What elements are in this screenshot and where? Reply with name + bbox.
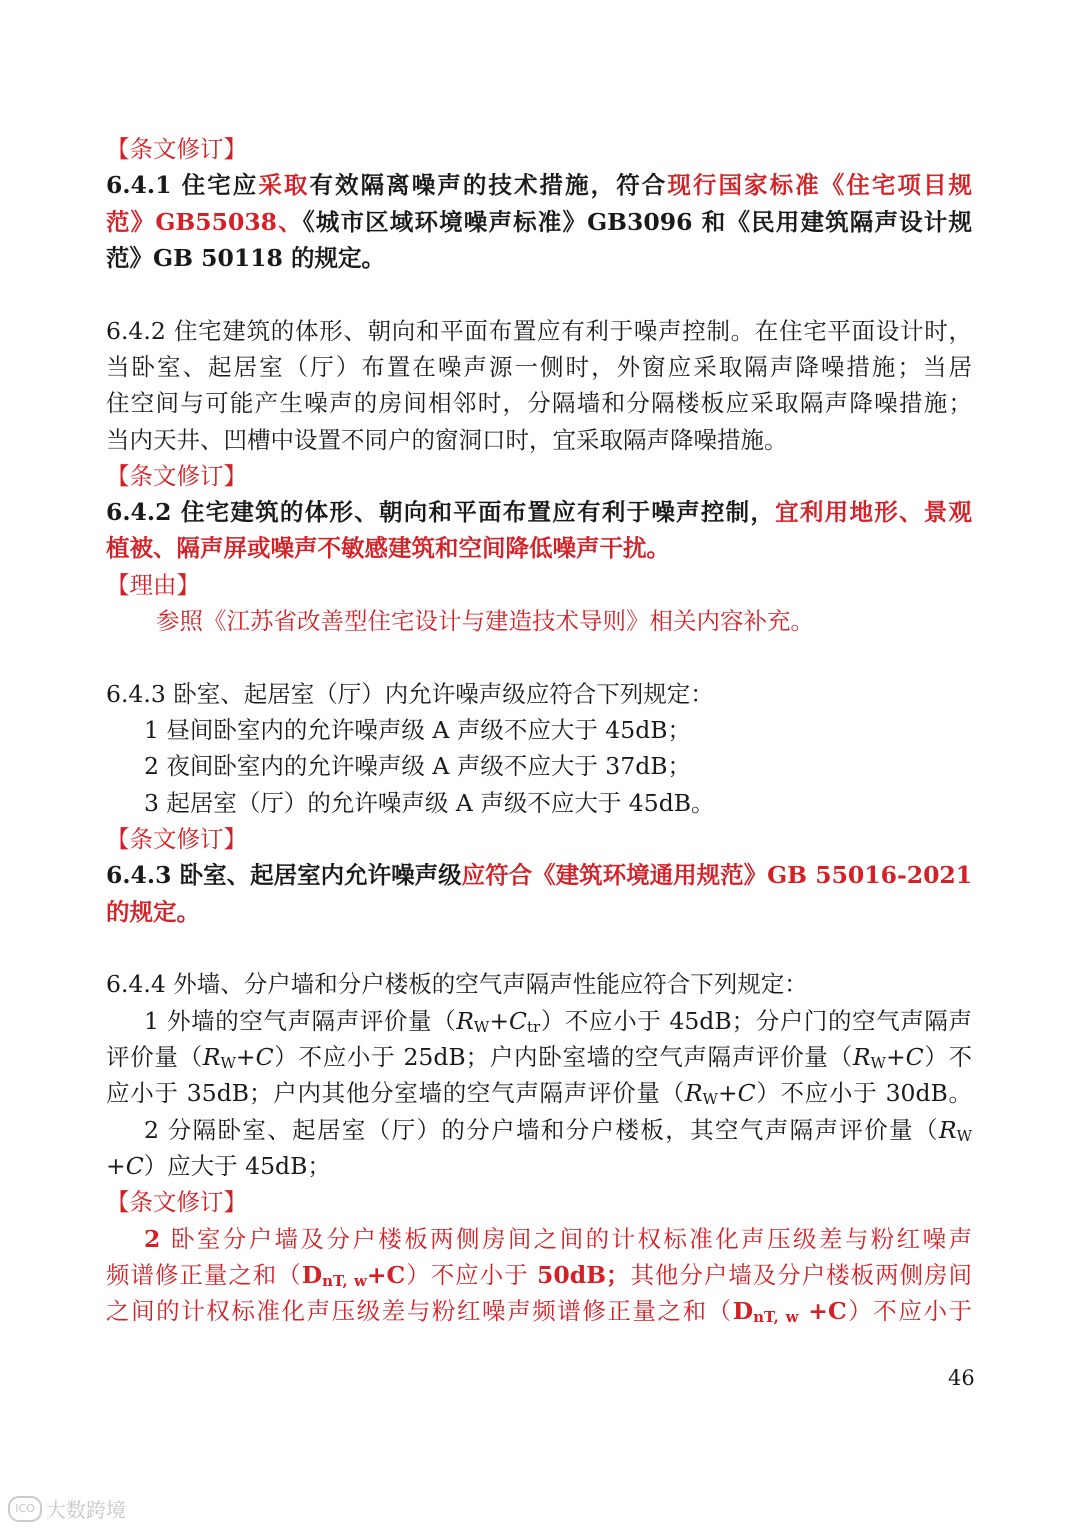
clause-section: [106, 131, 972, 276]
revised-text: 【条文修订】: [106, 825, 247, 854]
text-span: 《城市区域环境噪声标准》GB3096 和《民用建筑隔声设计规: [302, 207, 972, 236]
clause-section: [106, 313, 972, 640]
revised-text: +C: [366, 1260, 406, 1289]
revised-text: 宜利用地形、景观: [775, 498, 972, 527]
text-line: [106, 894, 972, 930]
text-span: ）不应小于 25dB；户内卧室墙的空气声隔声评价量（: [273, 1043, 853, 1072]
text-span: 2 分隔卧室、起居室（厅）的分户墙和分户楼板，其空气声隔声评价量（: [144, 1115, 939, 1144]
text-span: R: [684, 1079, 703, 1108]
revised-text: 【条文修订】: [106, 1188, 247, 1217]
text-line: [106, 1003, 972, 1039]
text-line: [106, 204, 972, 240]
clause-section: [106, 966, 972, 1329]
revised-text: 植被、隔声屏或噪声不敏感建筑和空间降低噪声干扰。: [106, 534, 670, 563]
text-line: [106, 1148, 972, 1184]
text-span: C: [905, 1043, 924, 1072]
text-span: ）不应小于 45dB；分户门的空气声隔声: [540, 1006, 973, 1035]
revised-text: 频谱修正量之和（: [106, 1260, 302, 1289]
text-line: [106, 530, 972, 566]
text-span: ）应大于 45dB；: [143, 1151, 331, 1180]
text-line: [106, 167, 972, 203]
text-line: [106, 458, 972, 494]
revised-text: 50dB；: [537, 1260, 630, 1289]
text-span: +: [885, 1043, 906, 1072]
text-line: [106, 676, 972, 712]
text-line: [106, 1257, 972, 1293]
document-body: [106, 131, 972, 1366]
text-span: 1 昼间卧室内的允许噪声级 A 声级不应大于 45dB；: [144, 716, 692, 745]
text-line: [106, 603, 972, 639]
text-span: W: [870, 1054, 886, 1073]
text-line: [106, 349, 972, 385]
watermark-text: 大数跨境: [46, 1498, 126, 1522]
text-span: W: [956, 1126, 972, 1145]
text-span: C: [125, 1151, 144, 1180]
text-line: [106, 712, 972, 748]
text-span: +: [717, 1079, 738, 1108]
text-span: 有效隔离噪声的技术措施，符合: [309, 171, 668, 200]
text-line: [106, 857, 972, 893]
text-span: 2 夜间卧室内的允许噪声级 A 声级不应大于 37dB；: [144, 752, 692, 781]
text-line: [106, 422, 972, 458]
text-span: R: [938, 1115, 957, 1144]
text-line: [106, 748, 972, 784]
revised-text: ）不应小于: [846, 1297, 973, 1326]
revised-text: 2: [144, 1224, 171, 1253]
text-line: [106, 385, 972, 421]
text-span: 评价量（: [106, 1043, 203, 1072]
text-span: 当卧室、起居室（厅）布置在噪声源一侧时，外窗应采取隔声降噪措施；当居: [106, 352, 972, 381]
revised-text: 【条文修订】: [106, 135, 247, 163]
text-line: [106, 494, 972, 530]
revised-text: +C: [798, 1297, 847, 1326]
revised-text: ）不应小于: [405, 1260, 537, 1289]
revised-text: nT, w: [753, 1308, 799, 1327]
text-span: C: [509, 1006, 528, 1035]
text-span: 3 起居室（厅）的允许噪声级 A 声级不应大于 45dB。: [144, 788, 715, 817]
text-span: R: [456, 1006, 474, 1035]
text-span: W: [702, 1090, 718, 1109]
text-line: [106, 1075, 972, 1111]
text-span: +: [235, 1043, 256, 1072]
text-line: [106, 1293, 972, 1329]
text-span: 住宅应: [181, 171, 259, 200]
revised-text: 之间的计权标准化声压级差与粉红噪声频谱修正量之和（: [106, 1297, 733, 1326]
revised-text: 现行国家标准《住宅项目规: [667, 171, 973, 200]
revised-text: 参照《江苏省改善型住宅设计与建造技术导则》相关内容补充。: [156, 607, 814, 636]
revised-text: 范》GB55038、: [106, 207, 303, 236]
text-line: [106, 567, 972, 603]
revised-text: D: [301, 1260, 323, 1289]
text-span: 6.4.1: [106, 171, 182, 200]
text-span: W: [220, 1054, 236, 1073]
text-line: [106, 966, 972, 1002]
text-span: 6.4.3 卧室、起居室内允许噪声级: [106, 861, 462, 890]
text-span: 当内天井、凹槽中设置不同户的窗洞口时，宜采取隔声降噪措施。: [106, 425, 788, 454]
revised-text: 的规定。: [106, 897, 200, 926]
text-line: [106, 821, 972, 857]
text-span: +: [489, 1006, 510, 1035]
text-span: 6.4.2 住宅建筑的体形、朝向和平面布置应有利于噪声控制。在住宅平面设计时，: [106, 316, 972, 345]
text-span: ）不应小于 30dB。: [755, 1079, 973, 1108]
revised-text: 【理由】: [106, 570, 200, 599]
text-line: [106, 1184, 972, 1220]
text-span: 6.4.4 外墙、分户墙和分户楼板的空气声隔声性能应符合下列规定：: [106, 970, 808, 999]
text-span: 6.4.2 住宅建筑的体形、朝向和平面布置应有利于噪声控制，: [106, 498, 776, 527]
text-line: [106, 1112, 972, 1148]
text-line: [106, 1221, 972, 1257]
text-span: C: [737, 1079, 756, 1108]
revised-text: 采取: [258, 171, 310, 200]
text-line: [106, 131, 972, 167]
revised-text: 卧室分户墙及分户楼板两侧房间之间的计权标准化声压级差与粉红噪声: [170, 1224, 972, 1253]
text-span: 1 外墙的空气声隔声评价量（: [144, 1006, 457, 1035]
text-line: [106, 313, 972, 349]
text-span: C: [255, 1043, 274, 1072]
text-span: tr: [527, 1017, 541, 1036]
text-span: 住空间与可能产生噪声的房间相邻时，分隔墙和分隔楼板应采取隔声降噪措施；: [106, 389, 972, 418]
text-line: [106, 785, 972, 821]
text-line: [106, 240, 972, 276]
clause-section: [106, 676, 972, 930]
revised-text: 其他分户墙及分户楼板两侧房间: [629, 1260, 973, 1289]
revised-text: D: [732, 1297, 754, 1326]
watermark: [8, 1494, 126, 1523]
text-span: ）不: [923, 1043, 973, 1072]
text-line: [106, 1039, 972, 1075]
text-span: 范》GB 50118 的规定。: [106, 243, 386, 272]
revised-text: 【条文修订】: [106, 461, 247, 490]
text-span: +: [106, 1151, 126, 1180]
text-span: 6.4.3 卧室、起居室（厅）内允许噪声级应符合下列规定：: [106, 679, 714, 708]
revised-text: 应符合《建筑环境通用规范》GB 55016-2021: [461, 861, 973, 890]
watermark-logo-icon: ICO: [8, 1496, 42, 1522]
text-span: R: [202, 1043, 221, 1072]
text-span: R: [852, 1043, 871, 1072]
text-span: 应小于 35dB；户内其他分室墙的空气声隔声评价量（: [106, 1079, 685, 1108]
revised-text: nT, w: [322, 1271, 367, 1290]
text-span: W: [473, 1017, 490, 1036]
page-number: 46: [948, 1366, 975, 1390]
